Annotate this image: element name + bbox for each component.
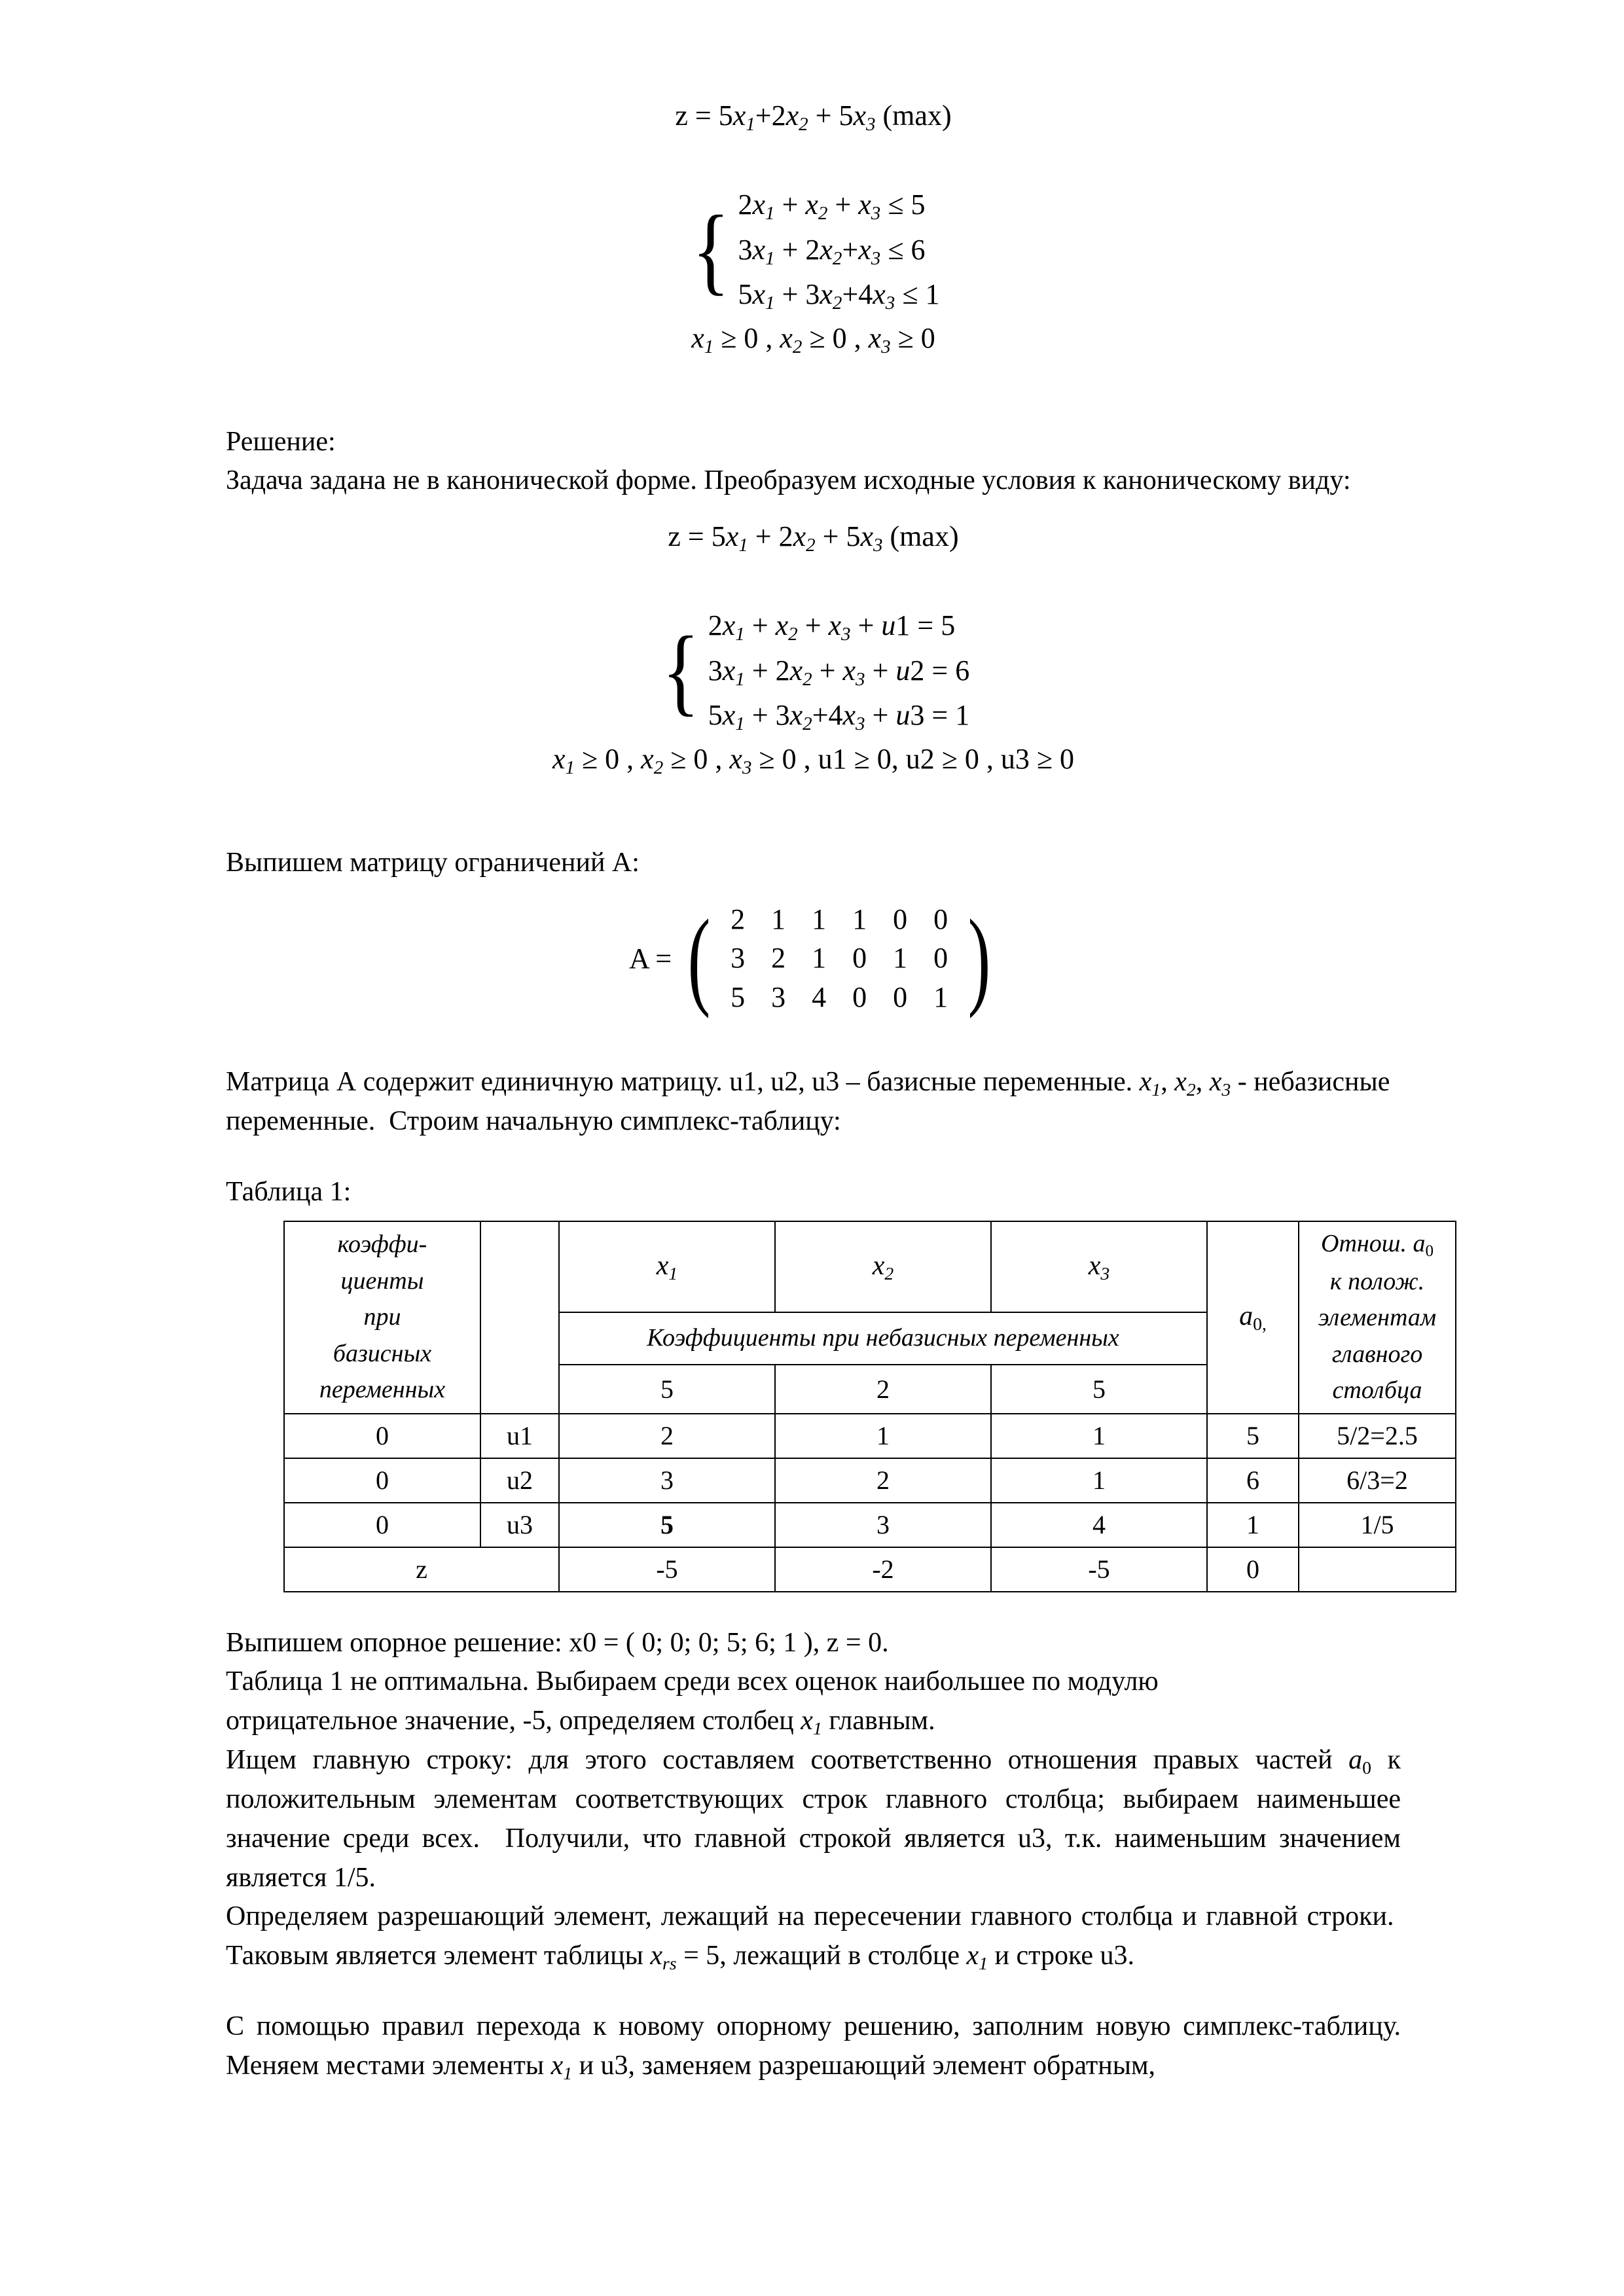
matrix-cell: 0 (933, 942, 948, 975)
table-z-row (284, 1547, 1456, 1592)
row-ratio: 5/2=2.5 (1299, 1414, 1456, 1458)
row-coef: 0 (284, 1414, 480, 1458)
matrix-left-paren-icon: ( (687, 897, 711, 1020)
page-content (226, 0, 1437, 2086)
row-basis: u2 (480, 1458, 559, 1503)
header-var-x3: $x_3$ (991, 1221, 1207, 1312)
support-solution-line: Выпишем опорное решение: x0 = ( 0; 0; 0; 5; 6; 1 ), z = 0. (226, 1627, 889, 1658)
header-a0: $a_{0,}$ (1207, 1221, 1299, 1414)
coef-line: циенты (340, 1266, 424, 1295)
row-x1: 3 (559, 1458, 775, 1503)
row-coef: 0 (284, 1458, 480, 1503)
solution-heading: Решение: (226, 426, 336, 457)
row-x2: 3 (775, 1503, 991, 1547)
matrix-cell: 0 (852, 942, 867, 975)
matrix-row (717, 939, 961, 978)
matrix-right-paren-icon: ) (967, 897, 991, 1020)
row-x1-pivot: 5 (559, 1503, 775, 1547)
row-x2: 1 (775, 1414, 991, 1458)
constraint-matrix (226, 897, 1401, 1020)
nonnegativity-2: $x_1 \ge 0$ , $x_2 \ge 0$ , $x_3 \ge 0$ , u1 ≥ 0, u2 ≥ 0 , u3 ≥ 0 (552, 743, 1075, 779)
constraint-row: $5x_1 + 3x_2+4x_3 \le 1$ (738, 278, 940, 314)
constraint-row: $3x_1 + 2x_2 + x_3 + u2 = 6$ (708, 654, 970, 690)
table-row (284, 1414, 1456, 1458)
row-a0: 5 (1207, 1414, 1299, 1458)
table-row (284, 1503, 1456, 1547)
matrix-label: A = (628, 942, 672, 975)
matrix-cell: 0 (852, 981, 867, 1014)
not-optimal-line-1: Таблица 1 не оптимальна. Выбираем среди всех оценок наибольшее по модулю (226, 1666, 1159, 1697)
matrix-cell: 1 (933, 981, 948, 1014)
row-a0: 6 (1207, 1458, 1299, 1503)
matrix-row (717, 978, 961, 1017)
objective-function-2: $z = 5x_1 + 2x_2 + 5x_3$ (max) (668, 520, 959, 556)
header-basis-blank (480, 1221, 559, 1414)
ratio-line: элементам (1318, 1304, 1437, 1332)
matrix-cell: 1 (812, 942, 827, 975)
row-x3: 4 (991, 1503, 1207, 1547)
matrix-cell: 0 (893, 903, 908, 935)
matrix-row (717, 900, 961, 939)
table-header-row (284, 1221, 1456, 1312)
not-optimal-line-2: отрицательное значение, -5, определяем столбец $x_1$ главным. (226, 1706, 935, 1738)
header-var-x2: $x_2$ (775, 1221, 991, 1312)
matrix-cell: 1 (812, 903, 827, 935)
constraint-system-1 (226, 183, 1401, 318)
row-x1: 2 (559, 1414, 775, 1458)
left-brace-icon: { (661, 617, 700, 726)
z-row-x3: -5 (991, 1547, 1207, 1592)
objective-function-1 (226, 97, 1401, 137)
z-row-label: z (284, 1547, 559, 1592)
row-basis: u3 (480, 1503, 559, 1547)
matrix-cell: 3 (731, 942, 746, 975)
obj-coeff-x3: 5 (991, 1365, 1207, 1414)
matrix-cell: 4 (812, 981, 827, 1014)
coef-line: коэффи- (337, 1230, 427, 1259)
constraint-row: $2x_1 + x_2 + x_3 \le 5$ (738, 188, 926, 224)
obj-coeff-x2: 2 (775, 1365, 991, 1414)
matrix-intro: Выпишем матрицу ограничений A: (226, 847, 640, 878)
after-matrix-paragraph: Матрица А содержит единичную матрицу. u1, u2, u3 – базисные переменные. $x_1$, $x_2$, $x_3$ - небазисные переменные. Строим начальную симплекс-таблицу: (226, 1066, 1390, 1137)
row-x3: 1 (991, 1458, 1207, 1503)
z-row-a0: 0 (1207, 1547, 1299, 1592)
table-row (284, 1458, 1456, 1503)
row-ratio: 1/5 (1299, 1503, 1456, 1547)
row-x2: 2 (775, 1458, 991, 1503)
transition-rules-paragraph: С помощью правил перехода к новому опорному решению, заполним новую симплекс-таблицу. Меняем местами элементы $x_1$ и u3, заменяем разрешающий элемент обратным, (226, 2011, 1401, 2083)
row-basis: u1 (480, 1414, 559, 1458)
constraint-row: $5x_1 + 3x_2+4x_3 + u3 = 1$ (708, 699, 970, 735)
row-coef: 0 (284, 1503, 480, 1547)
z-row-ratio (1299, 1547, 1456, 1592)
left-brace-icon: { (691, 196, 730, 305)
matrix-cell: 1 (771, 903, 786, 935)
matrix-cell: 3 (771, 981, 786, 1014)
table-caption: Таблица 1: (226, 1176, 352, 1207)
row-ratio: 6/3=2 (1299, 1458, 1456, 1503)
ratio-line: столбца (1332, 1376, 1422, 1405)
z-row-x1: -5 (559, 1547, 775, 1592)
matrix-cell: 1 (893, 942, 908, 975)
obj-coeff-x1: 5 (559, 1365, 775, 1414)
row-a0: 1 (1207, 1503, 1299, 1547)
header-nonbasic-coeffs: Коэффициенты при небазисных переменных (559, 1312, 1207, 1364)
ratio-line: к полож. (1329, 1267, 1425, 1295)
ratio-line: Отнош. $a_0$ (1321, 1230, 1434, 1261)
simplex-table (283, 1221, 1456, 1592)
matrix-cell: 0 (893, 981, 908, 1014)
pivot-element-paragraph: Определяем разрешающий элемент, лежащий на пересечении главного столбца и главной строки. Таковым является элемент таблицы $x_{rs} = 5$, лежащий в столбце $x_1$ и строке u3. (226, 1901, 1401, 1973)
constraint-row: $3x_1 + 2x_2+x_3 \le 6$ (738, 233, 926, 269)
constraint-row: $2x_1 + x_2 + x_3 + u1 = 5$ (708, 609, 956, 645)
coef-line: базисных (333, 1339, 432, 1367)
coef-line: при (363, 1303, 401, 1331)
header-var-x1: $x_1$ (559, 1221, 775, 1312)
z-row-x2: -2 (775, 1547, 991, 1592)
nonnegativity-1: $x_1 \ge 0$ , $x_2 \ge 0$ , $x_3 \ge 0$ (691, 321, 935, 358)
matrix-cell: 2 (731, 903, 746, 935)
matrix-cell: 2 (771, 942, 786, 975)
coef-line: переменных (319, 1376, 446, 1404)
ratio-line: главного (1331, 1340, 1423, 1368)
main-row-paragraph: Ищем главную строку: для этого составляем соответственно отношения правых частей $a_0$ к положительным элементам соответствующих строк главного столбца; выбираем наименьшее значение среди всех. Получили, что главной строкой является u3, т.к. наименьшим значением является 1/5. (226, 1745, 1401, 1893)
intro-paragraph: Задача задана не в канонической форме. Преобразуем исходные условия к каноническому виду: (226, 465, 1351, 496)
header-coefficients-basic (284, 1221, 480, 1414)
objective-1-expression: $z = 5x_1+2x_2 + 5x_3$ (max) (675, 99, 952, 135)
matrix-cell: 1 (852, 903, 867, 935)
matrix-grid (717, 900, 961, 1017)
matrix-cell: 0 (933, 903, 948, 935)
constraint-system-2 (226, 604, 1401, 739)
header-ratio-column (1299, 1221, 1456, 1414)
matrix-cell: 5 (731, 981, 746, 1014)
row-x3: 1 (991, 1414, 1207, 1458)
